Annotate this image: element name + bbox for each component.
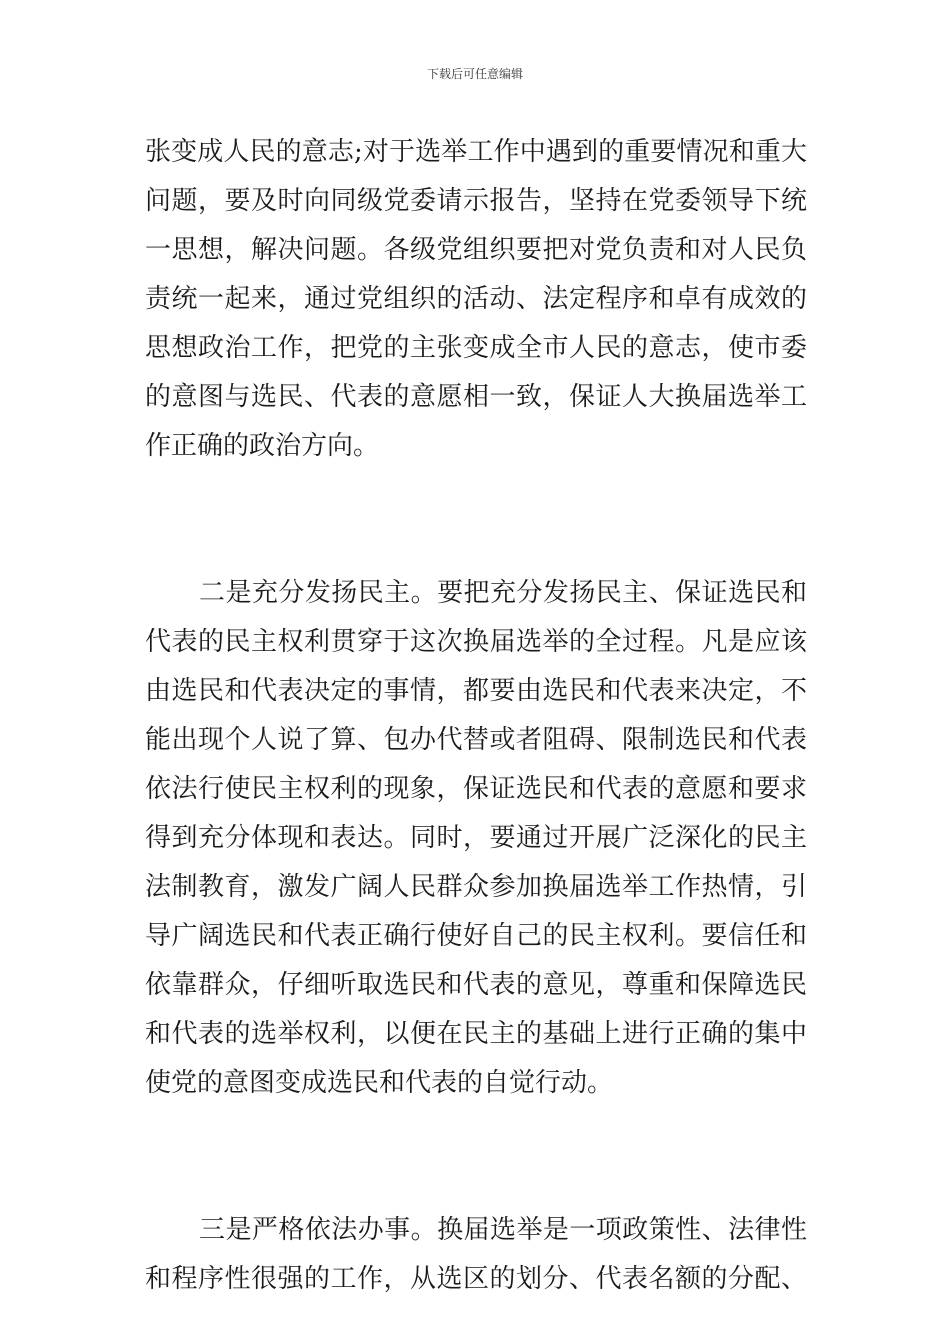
document-body [145,128,807,1304]
paragraph-line: 和代表的选举权利，以便在民主的基础上进行正确的集中 [145,1019,807,1049]
header-note: 下载后可任意编辑 [426,67,523,81]
paragraph-gap [145,471,807,569]
paragraph-1 [145,128,807,471]
paragraph-line: 二是充分发扬民主。要把充分发扬民主、保证选民和 [199,578,807,608]
paragraph-line: 依靠群众，仔细听取选民和代表的意见，尊重和保障选民 [145,970,807,1000]
paragraph-line: 导广阔选民和代表正确行使好自己的民主权利。要信任和 [145,921,807,951]
paragraph-line: 作正确的政治方向。 [145,431,380,461]
paragraph-line: 代表的民主权利贯穿于这次换届选举的全过程。凡是应该 [145,627,807,657]
paragraph-line: 三是严格依法办事。换届选举是一项政策性、法律性 [199,1215,807,1245]
paragraph-line: 问题，要及时向同级党委请示报告，坚持在党委领导下统 [145,186,807,216]
paragraph-line: 责统一起来，通过党组织的活动、法定程序和卓有成效的 [145,284,807,314]
paragraph-line: 法制教育，激发广阔人民群众参加换届选举工作热情，引 [145,872,807,902]
paragraph-line: 和程序性很强的工作，从选区的划分、代表名额的分配、 [145,1264,807,1294]
paragraph-line: 得到充分体现和表达。同时，要通过开展广泛深化的民主 [145,823,807,853]
paragraph-line: 张变成人民的意志;对于选举工作中遇到的重要情况和重大 [145,137,807,167]
paragraph-gap [145,1108,807,1206]
paragraph-line: 依法行使民主权利的现象，保证选民和代表的意愿和要求 [145,774,807,804]
paragraph-line: 使党的意图变成选民和代表的自觉行动。 [145,1068,614,1098]
paragraph-line: 能出现个人说了算、包办代替或者阻碍、限制选民和代表 [145,725,807,755]
paragraph-line: 一思想，解决问题。各级党组织要把对党负责和对人民负 [145,235,807,265]
paragraph-line: 思想政治工作，把党的主张变成全市人民的意志，使市委 [145,333,807,363]
paragraph-line: 由选民和代表决定的事情，都要由选民和代表来决定，不 [145,676,807,706]
paragraph-line: 的意图与选民、代表的意愿相一致，保证人大换届选举工 [145,382,807,412]
paragraph-2 [145,569,807,1108]
paragraph-3 [145,1206,807,1304]
